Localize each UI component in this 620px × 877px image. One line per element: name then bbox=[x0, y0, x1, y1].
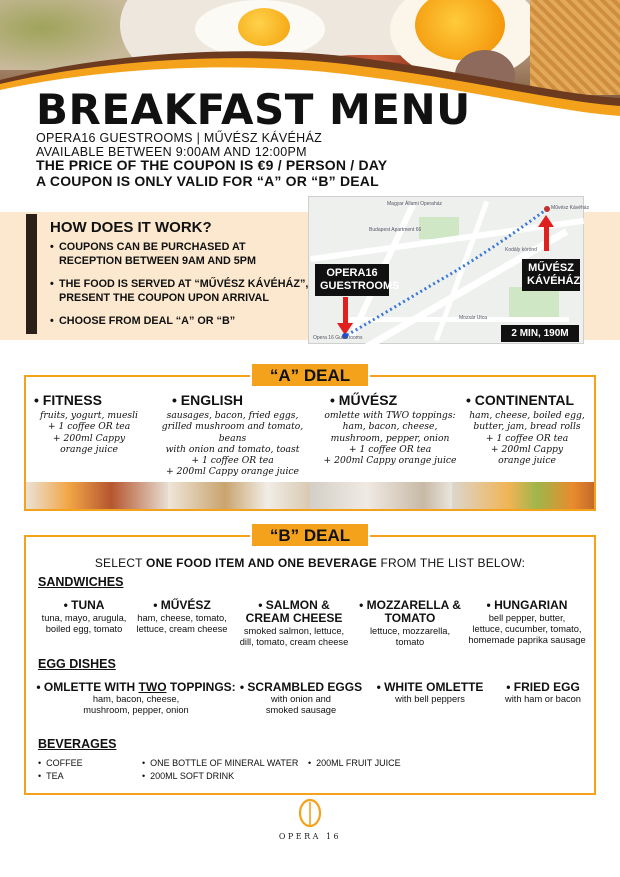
beverage-item: • 200ML SOFT DRINK bbox=[142, 771, 235, 781]
deal-a-tag: “A” DEAL bbox=[250, 362, 370, 388]
egg-desc: with ham or bacon bbox=[505, 694, 581, 704]
sandwich-item: • MŰVÉSZ ham, cheese, tomato, lettuce, cream cheese bbox=[136, 598, 228, 634]
sandwich-name: MOZZARELLA & bbox=[366, 598, 461, 612]
deal-a-photo-strip bbox=[26, 482, 594, 509]
deal-a-line: orange juice bbox=[498, 455, 556, 467]
sandwich-desc: ham, cheese, tomato, bbox=[137, 613, 227, 623]
how-list bbox=[50, 240, 310, 337]
deal-a-line: + 200ml Cappy orange juice bbox=[166, 466, 299, 478]
egg-item: • WHITE OMLETTE with bell peppers bbox=[376, 680, 484, 704]
location-line: OPERA16 GUESTROOMS | MŰVÉSZ KÁVÉHÁZ bbox=[36, 131, 323, 145]
egg-item: • OMLETTE WITH TWO TOPPINGS: ham, bacon, cheese, mushroom, pepper, onion bbox=[36, 680, 236, 715]
sandwich-name: CREAM CHEESE bbox=[245, 611, 343, 625]
deal-a-item-name: MŰVÉSZ bbox=[338, 392, 398, 408]
map-label-muvesz: MŰVÉSZ KÁVÉHÁZ bbox=[522, 259, 580, 291]
deal-a-item: • CONTINENTAL ham, cheese, boiled egg, butter, jam, bread rolls + 1 coffee OR tea + 200ml Cappy orange juice bbox=[466, 392, 585, 467]
deal-a-line: ham, cheese, boiled egg, bbox=[469, 410, 585, 421]
egg-name: WHITE OMLETTE bbox=[384, 680, 484, 694]
sandwiches-heading: SANDWICHES bbox=[38, 575, 124, 589]
sandwich-desc: boiled egg, tomato bbox=[45, 624, 123, 634]
deal-a-item: • MŰVÉSZ omlette with TWO toppings: ham, bacon, cheese, mushroom, pepper, onion + 1 coffee OR tea + 200ml Cappy orange juice bbox=[323, 392, 457, 467]
deal-a-line: fruits, yogurt, muesli bbox=[40, 410, 138, 421]
egg-item: • SCRAMBLED EGGS with onion and smoked sausage bbox=[239, 680, 363, 715]
map-place: Művész Kávéház bbox=[551, 205, 590, 211]
map-place: Opera 16 Guestrooms bbox=[313, 335, 363, 341]
egg-desc: ham, bacon, cheese, bbox=[92, 694, 180, 704]
how-item: • THE FOOD IS SERVED AT “MŰVÉSZ KÁVÉHÁZ”, PRESENT THE COUPON UPON ARRIVAL bbox=[50, 277, 310, 305]
egg-name: OMLETTE WITH bbox=[43, 680, 139, 694]
deal-a-item-name: FITNESS bbox=[42, 392, 102, 408]
deal-a-item-name: ENGLISH bbox=[180, 392, 244, 408]
deal-a-line: + 1 coffee OR tea bbox=[348, 443, 432, 455]
egg-name: FRIED EGG bbox=[513, 680, 580, 694]
deal-a-line: + 1 coffee OR tea bbox=[191, 455, 274, 467]
deal-a-line: + 200ml Cappy bbox=[52, 432, 126, 444]
sandwich-item: • TUNA tuna, mayo, arugula, boiled egg, tomato bbox=[41, 598, 127, 634]
beverage-label: ONE BOTTLE OF MINERAL WATER bbox=[150, 758, 299, 768]
deal-a-line: ham, bacon, cheese, bbox=[342, 421, 438, 433]
sandwich-name: TOMATO bbox=[384, 611, 436, 625]
sandwich-item: • SALMON & CREAM CHEESE smoked salmon, lettuce, dill, tomato, cream cheese bbox=[239, 598, 349, 647]
footer-brand: OPERA 16 bbox=[278, 832, 342, 841]
sandwich-name: MŰVÉSZ bbox=[160, 598, 211, 612]
beverage-label: COFFEE bbox=[46, 758, 83, 768]
sandwich-desc: lettuce, cream cheese bbox=[136, 624, 228, 634]
deal-a-line: grilled mushroom and tomato, beans bbox=[161, 421, 304, 444]
price-line: THE PRICE OF THE COUPON IS €9 / PERSON / DAY bbox=[36, 157, 388, 173]
sandwich-name: HUNGARIAN bbox=[494, 598, 568, 612]
egg-desc: mushroom, pepper, onion bbox=[83, 705, 189, 715]
deal-a-item: • ENGLISH sausages, bacon, fried eggs, grilled mushroom and tomato, beans with onion and tomato, toast + 1 coffee OR tea + 200ml Cappy orange juice bbox=[161, 392, 304, 478]
beverage-item: • COFFEE bbox=[38, 758, 83, 768]
beverage-label: 200ML SOFT DRINK bbox=[150, 771, 235, 781]
deal-a-item: • FITNESS fruits, yogurt, muesli + 1 coffee OR tea + 200ml Cappy orange juice bbox=[34, 392, 138, 455]
deal-a-line: omlette with TWO toppings: bbox=[324, 410, 456, 421]
page-title: BREAKFAST MENU bbox=[36, 85, 471, 134]
deal-a-line: sausages, bacon, fried eggs, bbox=[166, 410, 299, 421]
intro-text: FROM THE LIST BELOW: bbox=[376, 556, 526, 570]
deal-b-tag: “B” DEAL bbox=[250, 522, 370, 548]
beverages-heading: BEVERAGES bbox=[38, 737, 117, 751]
beverage-item: • ONE BOTTLE OF MINERAL WATER bbox=[142, 758, 299, 768]
egg-desc: with onion and bbox=[271, 694, 331, 704]
deal-a-line: orange juice bbox=[60, 443, 118, 455]
deal-a-line: + 1 coffee OR tea bbox=[47, 421, 131, 433]
deal-a-line: + 1 coffee OR tea bbox=[485, 432, 569, 444]
map-distance: 2 MIN, 190M bbox=[501, 325, 579, 342]
how-title: HOW DOES IT WORK? bbox=[50, 219, 212, 236]
sandwich-desc: smoked salmon, lettuce, bbox=[243, 626, 345, 636]
sandwich-desc: lettuce, mozzarella, bbox=[369, 626, 451, 636]
hours-line: AVAILABLE BETWEEN 9:00AM AND 12:00PM bbox=[36, 145, 307, 159]
egg-dishes-heading: EGG DISHES bbox=[38, 657, 116, 671]
route-map bbox=[308, 196, 590, 344]
how-item: • CHOOSE FROM DEAL “A” OR “B” bbox=[50, 314, 310, 328]
egg-desc: smoked sausage bbox=[265, 705, 337, 715]
map-label-opera: OPERA16 GUESTROOMS bbox=[315, 264, 389, 296]
sandwich-name: SALMON & bbox=[265, 598, 330, 612]
deal-a-item-name: CONTINENTAL bbox=[474, 392, 575, 408]
map-place: Magyar Állami Operaház bbox=[387, 201, 443, 207]
intro-bold: ONE FOOD ITEM AND ONE BEVERAGE bbox=[146, 556, 377, 570]
sandwich-desc: tuna, mayo, arugula, bbox=[41, 613, 127, 623]
egg-name-emphasis: TWO bbox=[138, 680, 167, 694]
deal-a-line: with onion and tomato, toast bbox=[165, 443, 300, 455]
map-place: Kodály körönd bbox=[505, 247, 537, 253]
sandwich-desc: tomato bbox=[395, 637, 425, 647]
sandwich-item: • HUNGARIAN bell pepper, butter, lettuce, cucumber, tomato, homemade paprika sausage bbox=[468, 598, 586, 645]
sandwich-desc: homemade paprika sausage bbox=[468, 635, 586, 645]
deal-b-intro bbox=[24, 556, 596, 570]
egg-name: TOPPINGS: bbox=[166, 680, 236, 694]
deal-a-line: butter, jam, bread rolls bbox=[473, 421, 581, 433]
validity-line: A COUPON IS ONLY VALID FOR “A” OR “B” DEAL bbox=[36, 173, 379, 189]
sandwich-desc: lettuce, cucumber, tomato, bbox=[472, 624, 582, 634]
beverage-item: • 200ML FRUIT JUICE bbox=[308, 758, 401, 768]
sandwich-item: • MOZZARELLA & TOMATO lettuce, mozzarella, tomato bbox=[359, 598, 461, 647]
map-place: Mozsár Utca bbox=[459, 315, 488, 321]
deal-a-line: mushroom, pepper, onion bbox=[330, 432, 450, 444]
beverage-item: • TEA bbox=[38, 771, 64, 781]
beverage-label: TEA bbox=[46, 771, 64, 781]
beverage-label: 200ML FRUIT JUICE bbox=[316, 758, 401, 768]
how-accent-bar bbox=[26, 214, 37, 334]
egg-desc: with bell peppers bbox=[395, 694, 465, 704]
map-place: Budapest Apartment 66 bbox=[369, 227, 422, 233]
how-item: • COUPONS CAN BE PURCHASED AT RECEPTION BETWEEN 9AM AND 5PM bbox=[50, 240, 310, 268]
opera16-logo-icon bbox=[298, 798, 322, 828]
egg-item: • FRIED EGG with ham or bacon bbox=[505, 680, 581, 704]
deal-a-line: + 200ml Cappy orange juice bbox=[323, 455, 457, 467]
sandwich-desc: dill, tomato, cream cheese bbox=[239, 637, 349, 647]
deal-a-line: + 200ml Cappy bbox=[490, 443, 564, 455]
egg-name: SCRAMBLED EGGS bbox=[247, 680, 363, 694]
sandwich-desc: bell pepper, butter, bbox=[488, 613, 566, 623]
sandwich-name: TUNA bbox=[71, 598, 105, 612]
intro-text: SELECT bbox=[94, 556, 147, 570]
